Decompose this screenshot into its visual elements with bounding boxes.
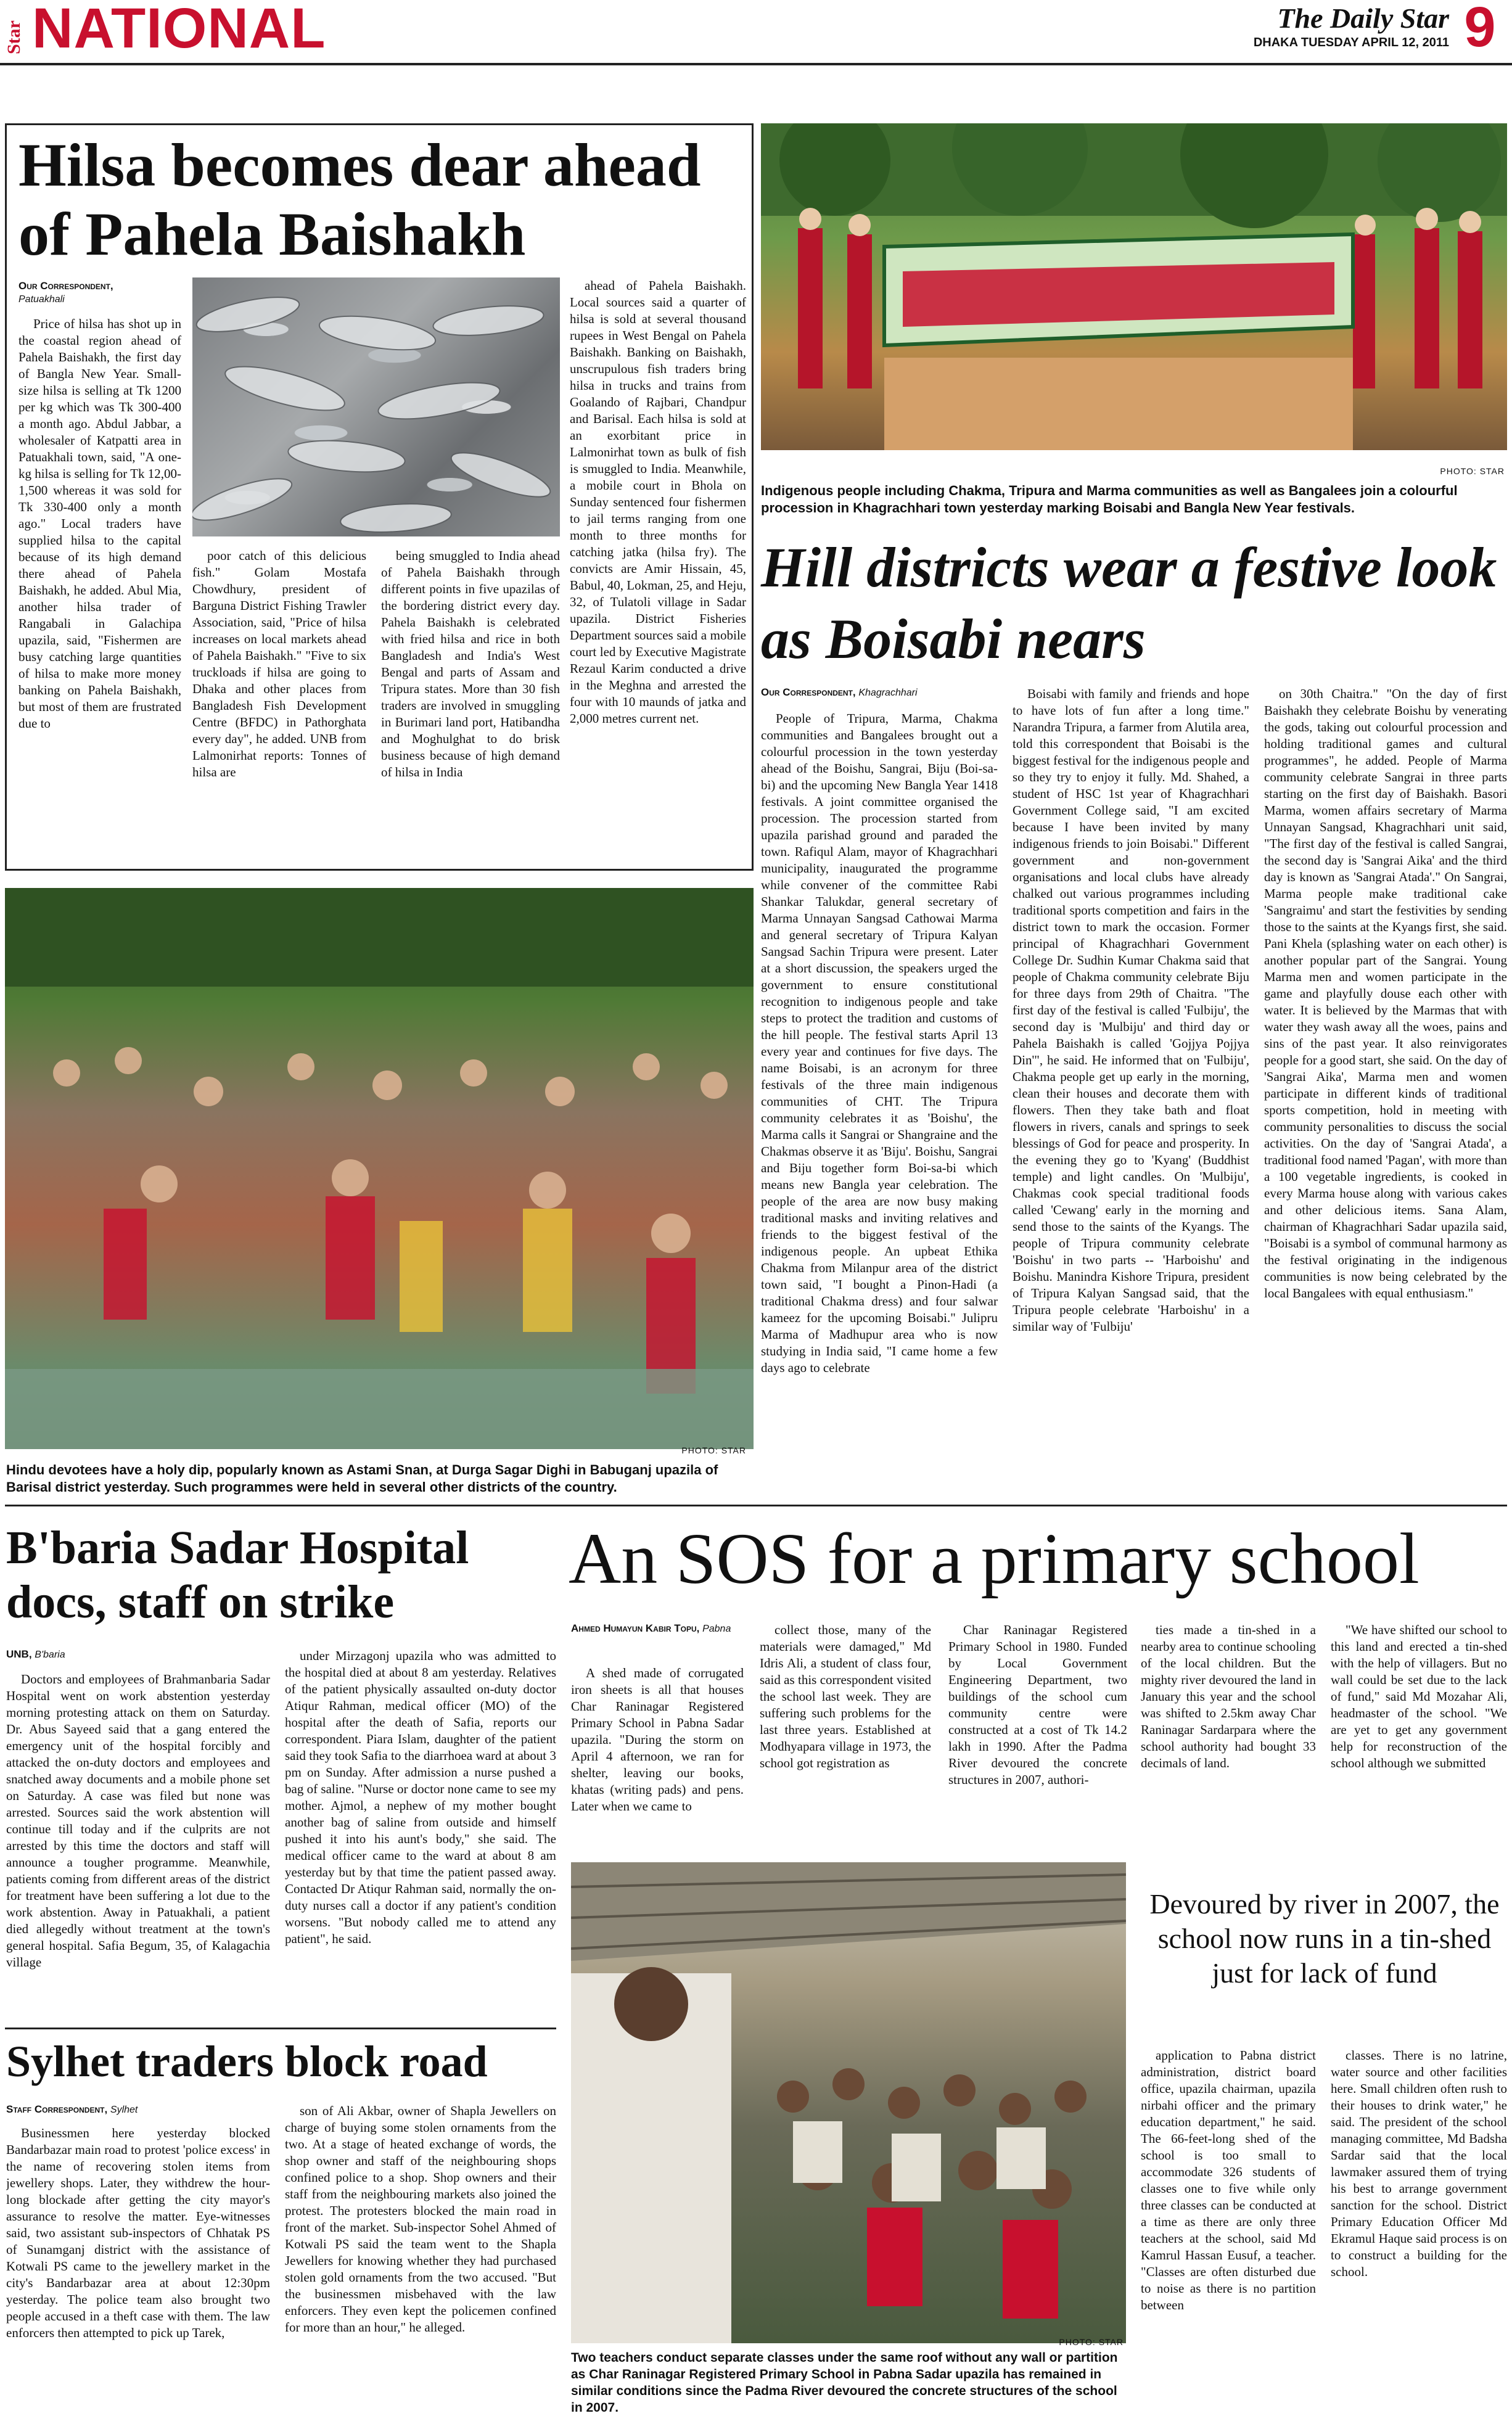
school-byline-place: Pabna [702, 1624, 731, 1634]
classroom-image [571, 1862, 1126, 2343]
sylhet-byline [6, 2103, 265, 2116]
school-col-6-text: application to Pabna district administration, district board office, upazila chairman, upazila nirbahi officer and the primary education department," he said. The 66-feet-long shed of the school is too small to accommodate 326 students of classes one to five while only three classes can be conducted at a time as there are only three teachers at the school, said Md Kamrul Hassan Eusuf, a teacher. "Classes are often disturbed due to noise as there is no partition between [1141, 2048, 1316, 2312]
hill-col-3 [1264, 686, 1507, 1501]
school-pullquote: Devoured by river in 2007, the school now runs in a tin-shed just for lack of fund [1149, 1888, 1500, 1989]
crowd-image [5, 888, 754, 1449]
school-photo [571, 1862, 1126, 2343]
hilsa-byline-place: Patuakhali [18, 294, 65, 305]
rally-banner-image [761, 123, 1507, 450]
sylhet-byline-name: Staff Correspondent, [6, 2103, 108, 2115]
holy-dip-photo-caption: Hindu devotees have a holy dip, popularly known as Astami Snan, at Durga Sagar Dighi in Babuganj upazila of Barisal district yesterday. Such programmes were held in several other districts of the country. [6, 1462, 718, 1495]
school-headline: An SOS for a primary school [569, 1518, 1420, 1599]
sylhet-col-1 [6, 2125, 270, 2384]
hill-col-2 [1013, 686, 1249, 1501]
school-col-2-text: collect those, many of the materials were damaged," Md Idris Ali, a student of class four, said as this correspondent visited the school last week. They are suffering such problems for the last three years. Established at Modhyapara village in 1973, the school got registration as [760, 1622, 931, 1770]
sylhet-col-2 [285, 2103, 556, 2384]
school-col-7 [1331, 2047, 1507, 2385]
hospital-col-1 [6, 1671, 270, 2016]
hill-col-2-text: Boisabi with family and friends and hope to have lots of fun after a long time." Narandra Tripura, a farmer from Alutila area, told this correspondent that Boisabi is the biggest festival for the indigenous people and so they try to enjoy it fully. Md. Shahed, a student of HSC 1st year of Khagrachhari Government College said, "I am excited because I have been invited by many indigenous friends to join Boisabi." Different government and non-government organisations and local clubs have already chalked out various programmes including traditional sports competition and fairs in the district town to mark the occasion. Former principal of Khagrachhari Government College Dr. Sudhin Kumar Chakma said that people of Chakma community celebrate Biju for three days from 29th of Chaitra. "The first day of the festival is called 'Fulbiju', the second day is 'Mulbiju' and third day or Pahela Baishakh is called 'Gojjya Pojjya Din'", he said. He informed that on 'Fulbiju', Chakma people get up early in the morning, clean their houses and decorate them with flowers. Then they take bath and float flowers in rivers, canals and springs to seek blessings of God for peace and prosperity. In the evening they go to 'Kyang' (Buddhist temple) and light candles. On 'Mulbiju', Chakmas cook special traditional foods called 'Cewang' early in the morning and send those to the saints of the Kyangs. The people of Tripura community celebrate 'Boishu' in two parts -- 'Harboishu' and Boishu. Manindra Kishore Tripura, president of Tripura Kalyan Sangsad said, that the Tripura people celebrate 'Harboishu' in a similar way of 'Fulbiju' [1013, 686, 1249, 1334]
school-col-3 [948, 1622, 1127, 1850]
hill-byline [761, 686, 1020, 699]
sylhet-col-1-text: Businessmen here yesterday blocked Bandarbazar main road to protest 'police excess' in the name of recovering stolen items from jewellery shops. Later, they withdrew the hour-long blockade after getting the city mayor's assurance to resolve the matter. Eye-witnesses said, two assistant sub-inspectors of Chhatak PS of Sunamganj district with the assistance of Kotwali PS came to the jewellery market in the city's Bandarbazar area at about 12:30pm yesterday. The police team also brought two people accused in a theft case with them. The law enforcers then attempted to pick up Tarek, [6, 2126, 270, 2340]
masthead [0, 0, 1512, 65]
masthead-rule [0, 63, 1512, 65]
school-col-6 [1141, 2047, 1316, 2385]
section-title: NATIONAL [32, 0, 326, 60]
school-col-5 [1331, 1622, 1507, 1850]
hill-byline-place: Khagrachhari [858, 688, 918, 698]
school-col-1-text: A shed made of corrugated iron sheets is all that houses Char Raninagar Registered Primary School in Pabna Sadar upazila. "During the storm on April 4 afternoon, we ran for shelter, leaving our books, khatas (writing pads) and pens. Later when we came to [571, 1666, 744, 1814]
rally-photo-credit: PHOTO: STAR [1440, 466, 1505, 476]
paper-name: The Daily Star [1277, 2, 1449, 34]
sylhet-byline-place: Sylhet [110, 2105, 138, 2115]
hospital-byline-name: UNB, [6, 1648, 32, 1660]
hospital-byline-place: B'baria [35, 1650, 65, 1660]
sylhet-headline: Sylhet traders block road [6, 2037, 488, 2086]
hospital-headline: B'baria Sadar Hospital docs, staff on strike [6, 1522, 469, 1628]
hilsa-col-1-text: Price of hilsa has shot up in the coastal region ahead of Pahela Baishakh, the first day of Bangla New Year. Small-size hilsa is selling at Tk 1200 per kg which was Tk 300-400 a month ago. Abdul Jabbar, a wholesaler of Katpatti area in Patuakhali town, said, "A one-kg hilsa is selling for Tk 12,00-1,500 whereas it was sold for Tk 330-400 only a month ago." Local traders have supplied hilsa to the capital because of its high demand there ahead of Pahela Baishakh, he added. Abul Mia, another hilsa trader of Rangabali in Galachipa upazila, said, "Fishermen are busy catching large quantities of hilsa to make more money banking on Pahela Baishakh, but most of them are frustrated due to [18, 316, 181, 731]
hilsa-col-4-text: ahead of Pahela Baishakh. Local sources said a quarter of hilsa is sold at several thousand rupees in West Bengal on Pahela Baishakh. Banking on Baishakh, unscrupulous fish traders bring hilsa in trucks and trains from Goalando of Rajbari, Chandpur and Barisal. Each hilsa is sold at an exorbitant price in Lalmonirhat town as bulk of fish is smuggled to India. Meanwhile, a mobile court in Bhola on Sunday sentenced four fishermen to jail terms ranging from one month to three months for catching jatka (hilsa fry). The convicts are Amir Hissain, 45, Babul, 40, Lokman, 25, and Heju, 32, of Tulatoli village in Sadar upazila. District Fisheries Department sources said a mobile court led by Executive Magistrate Rezaul Karim conducted a drive in the Meghna and arrested the four with 10 maunds of jatka and 2,000 metres current net. [570, 278, 746, 726]
dateline: DHAKA TUESDAY APRIL 12, 2011 [1253, 36, 1449, 49]
star-mark: Star [4, 20, 24, 54]
hilsa-headline: Hilsa becomes dear ahead of Pahela Baishakh [18, 131, 701, 268]
hilsa-byline-name: Our Correspondent, [18, 280, 113, 292]
hilsa-col-2-text: poor catch of this delicious fish." Golam Mostafa Chowdhury, president of Barguna District Fishing Trawler Association, said, "Price of hilsa increases on local markets ahead of Pahela Baishakh." "Five to six truckloads if hilsa are going to Dhaka and other places from Bangladesh Fish Development Centre (BFDC) in Pathorghata every day", he added. UNB from Lalmonirhat reports: Tonnes of hilsa are [192, 548, 366, 779]
hill-col-3-text: on 30th Chaitra." "On the day of first Baishakh they celebrate Boishu by venerating the gods, taking out colourful procession and holding traditional games and cultural programmes", he added. People of Marma community celebrate Sangrai in three parts starting on the first day of Baishakh. Basori Marma, women affairs secretary of Marma Unnayan Sangsad, Khagrachhari unit said, "The first day of the festival is called Sangrai, the second day is 'Sangrai Aika' and the third day is known as 'Sangrai Atada'." On Sangrai, Marma people make traditional cake 'Sangraimu' and start the festivities by sending those to the saints at the Kyangs first, she said. Pani Khela (splashing water on each other) is another popular part of the Sangrai. Young Marma men and women participate in the game and playfully douse each other with water. It is believed by the Marmas that with water they wash away all the woes, pains and sins of the past year. It also reinvigorates people for a good start, she said. On the day of 'Sangrai Aika', Marma men and women participate in different kinds of traditional sports competition, hold in meeting with community personalities to discuss the social activities. On the day of 'Sangrai Atada', a traditional food named 'Pagan', with more than a 100 vegetable ingredients, is cooked in every Marma house along with various cakes and other delicious items. Sana Alam, chairman of Khagrachhari Sadar upazila said, "Boisabi is a symbol of communal harmony as the festival originating in the indigenous communities is now being celebrated by the local Bangalees with equal enthusiasm." [1264, 686, 1507, 1300]
school-col-4-text: ties made a tin-shed in a nearby area to continue schooling of the local children. But the mighty river devoured the land in January this year and the school was shifted to 2.5km away Char Raninagar Sardarpara where the school authority had bought 33 decimals of land. [1141, 1622, 1316, 1770]
hilsa-fish-pile-image [192, 277, 560, 536]
rally-photo [761, 123, 1507, 450]
school-col-3-text: Char Raninagar Registered Primary School in 1980. Funded by Local Government Engineering Department, two buildings of the school cum community centre were constructed at a cost of Tk 14.2 lakh in 1990. After the Padma River devoured the concrete structures in 2007, authori- [948, 1622, 1127, 1787]
school-photo-credit: PHOTO: STAR [1059, 2337, 1124, 2347]
holy-dip-photo-credit: PHOTO: STAR [681, 1445, 746, 1455]
hilsa-col-1 [18, 316, 181, 858]
school-byline [571, 1622, 744, 1635]
hilsa-col-3 [381, 548, 560, 856]
hilsa-col-4 [570, 277, 746, 857]
school-photo-caption: Two teachers conduct separate classes under the same roof without any wall or partition as Char Raninagar Registered Primary School in Pabna Sadar upazila has remained in similar conditions since the Padma River devoured the concrete structures of the school in 2007. [571, 2351, 1118, 2415]
page-number: 9 [1464, 0, 1496, 59]
hilsa-byline [18, 279, 191, 306]
school-col-2 [760, 1622, 931, 1850]
school-col-5-text: "We have shifted our school to this land and erected a tin-shed with the help of villagers. But no wall could be set due to the lack of fund," said Md Mozahar Ali, headmaster of the school. "We are yet to get any government help for reconstruction of the school although we submitted [1331, 1622, 1507, 1770]
hilsa-col-2 [192, 548, 366, 856]
hospital-col-1-text: Doctors and employees of Brahmanbaria Sadar Hospital went on work abstention yesterday morning protesting attack on them on Saturday. Dr. Abus Sayeed said that a gang entered the emergency unit of the hospital forcibly and attacked the on-duty doctors and employees and snatched away documents and a mobile phone set on Saturday. A case was filed but none was arrested. Sources said the work abstention will continue till today and if the culprits are not arrested by this time the doctors and staff will announce a tougher programme. Meanwhile, patients coming from different areas of the district for treatment have been suffering a lot due to the work abstention. Away in Patuakhali, a patient died allegedly without treatment at the town's general hospital. Safia Begum, 35, of Kalagachia village [6, 1672, 270, 1970]
hospital-sylhet-rule [5, 2028, 556, 2029]
hospital-col-2-text: under Mirzagonj upazila who was admitted to the hospital died at about 8 am yesterday. Relatives of the patient physically assaulted on-duty doctor Atiqur Rahman, medical officer (MO) of the hospital after the death of Safia, reports our correspondent. Piara Islam, daughter of the patient said they took Safia to the diarrhoea ward at about 3 pm on Sunday. After admission a nurse pushed a bag of saline. "Nurse or doctor none came to see my mother. Ajmol, a nephew of my mother bought another bag of saline from outside and himself pushed it into his aunt's body," she said. The medical officer came to the ward at about 8 am yesterday but by that time the patient passed away. Contacted Dr Atiqur Rahman said, normally the on-duty nurses call a doctor if any patient's condition worsens. "But nobody called me to attend any patient", he said. [285, 1648, 556, 1946]
hilsa-photo [192, 277, 560, 536]
sylhet-col-2-text: son of Ali Akbar, owner of Shapla Jewellers on charge of buying some stolen ornaments from the two. At a stage of heated exchange of words, the shop owner and staff of the neighbouring shops confined police to a shop. Shop owners and their staff from the neighbouring markets also joined the protest. The protesters blocked the main road in front of the market. Sub-inspector Sohel Ahmed of Kotwali PS said the team went to the Shapla Jewellers for knowing whether they had purchased stolen gold ornaments from the two accused. "But the businessmen misbehaved with the law enforcers. They even kept the policemen confined for more than an hour," he alleged. [285, 2103, 556, 2335]
hospital-col-2 [285, 1648, 556, 2016]
rally-photo-caption: Indigenous people including Chakma, Tripura and Marma communities as well as Bangalees join a colourful procession in Khagrachhari town yesterday marking Boisabi and Bangla New Year festivals. [761, 483, 1458, 516]
hospital-byline [6, 1648, 265, 1661]
hill-col-1-text: People of Tripura, Marma, Chakma communities and Bangalees brought out a colourful procession in the town yesterday ahead of the Boishu, Sangrai, Biju (Boi-sa-bi) and the upcoming New Bangla Year 1418 festivals. A joint committee organised the procession. The procession started from upazila parishad ground and paraded the town. Rafiqul Alam, mayor of Khagrachhari municipality, inaugurated the programme while convener of the committee Rabi Shankar Talukdar, general secretary of Marma Unnayan Sangsad Cathowai Marma and general secretary of Tripura Kalyan Sangsad Sachin Tripura were present. Later at a short discussion, the speakers urged the government to ensure constitutional recognition to indigenous people and take steps to protect the tradition and customs of the hill people. The festival starts April 13 every year and continues for five days. The name Boisabi, is an acronym for three festivals of the three main indigenous communities of CHT. The Tripura community celebrates it as 'Boishu', the Marma calls it Sangrai or Shangraine and the Chakmas observe it as 'Biju'. Boishu, Sangrai and Biju together form Boi-sa-bi which means new Bangla year celebration. The people of the area are now busy making traditional masks and inviting relatives and friends to the biggest festival of the indigenous people. An upbeat Ethika Chakma from Milanpur area of the district town said, "I bought a Pinon-Hadi (a traditional Chakma dress) and four salwar kameez for the upcoming Boisabi." Julipru Marma of Madhupur area who is now studying in India said, "I came home a few days ago to celebrate [761, 711, 998, 1375]
hilsa-col-3-text: being smuggled to India ahead of Pahela Baishakh through different points in five upazilas of the bordering district every day. Pahela Baishakh is celebrated with fried hilsa and rice in both Bangladesh and India's West Bengal and parts of Assam and Tripura states. More than 30 fish traders are involved in smuggling in Burimari land port, Hatibandha and Moghulghat to do brisk business because of high demand of hilsa in India [381, 548, 560, 779]
school-col-4 [1141, 1622, 1316, 1850]
school-col-7-text: classes. There is no latrine, water source and other facilities here. Small children often rush to their houses to drink water," he said. The president of the school managing committee, Md Badsha Sardar said that the local lawmaker assured them of trying his best to arrange government sanction for the school. District Primary Education Officer Md Ekramul Haque said process is on to construct a building for the school. [1331, 2048, 1507, 2279]
school-byline-name: Ahmed Humayun Kabir Topu, [571, 1622, 700, 1634]
hill-headline: Hill districts wear a festive look as Boisabi nears [761, 536, 1497, 670]
hill-byline-name: Our Correspondent, [761, 686, 856, 698]
section-rule [5, 1505, 1507, 1506]
school-col-1 [571, 1665, 744, 1850]
holy-dip-photo [5, 888, 754, 1449]
